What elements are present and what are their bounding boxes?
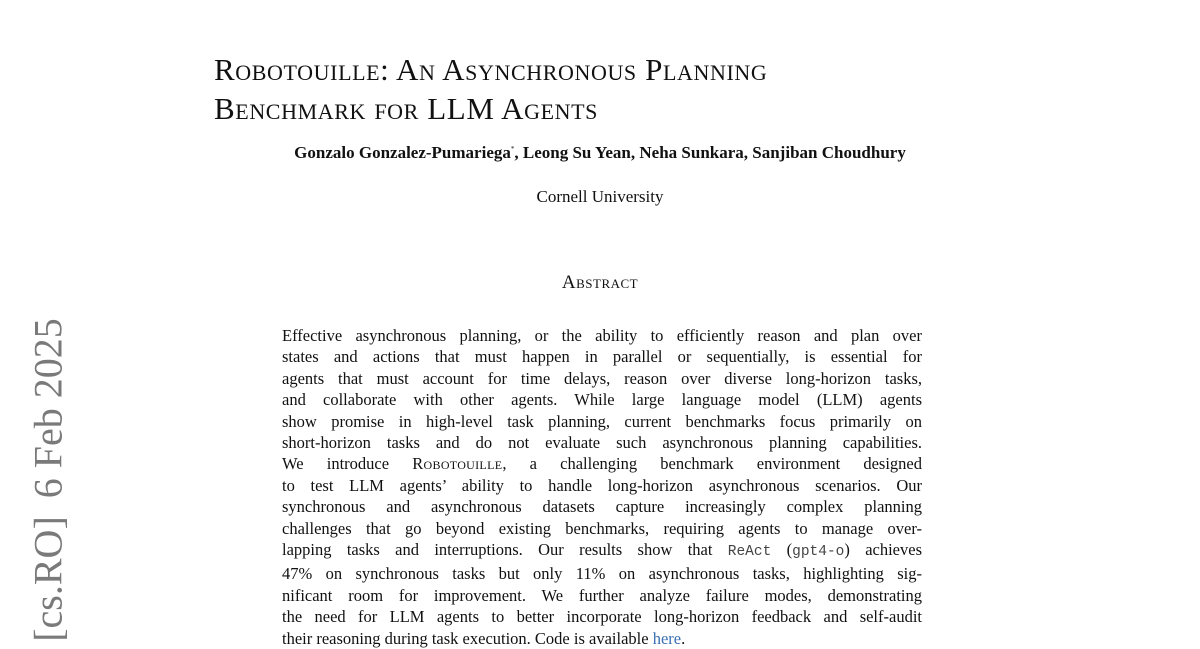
abstract-line: the need for LLM agents to better incorporate long-horizon feedback and self-audit <box>282 607 922 627</box>
abstract-line: to test LLM agents’ ability to handle long-horizon asynchronous scenarios. Our <box>282 475 922 495</box>
abstract-text: their reasoning during task execution. Code is available <box>282 628 653 648</box>
abstract-line: states and actions that must happen in parallel or sequentially, is essential for <box>282 347 922 367</box>
abstract-text: We introduce <box>282 454 413 474</box>
author-list <box>200 143 1000 163</box>
title-line-2: Benchmark for LLM Agents <box>214 91 599 126</box>
first-author: Gonzalo Gonzalez-Pumariega <box>294 143 511 162</box>
abstract-line: nificant room for improvement. We further analyze failure modes, demonstrating <box>282 585 922 605</box>
abstract-line <box>282 628 922 649</box>
abstract-line: 47% on synchronous tasks but only 11% on asynchronous tasks, highlighting sig- <box>282 564 922 584</box>
abstract-line: Effective asynchronous planning, or the ability to efficiently reason and plan over <box>282 326 922 345</box>
arxiv-category: [cs.RO] <box>25 516 71 642</box>
abstract-line: challenges that go beyond existing benchmarks, requiring agents to manage over- <box>282 518 922 538</box>
abstract-heading: Abstract <box>561 272 639 293</box>
abstract-text: , a challenging benchmark environment designed <box>502 454 922 474</box>
method-name: ReAct <box>727 544 772 561</box>
code-link[interactable]: here <box>652 628 682 648</box>
title-line-1: Robotouille: An Asynchronous Planning <box>214 52 768 87</box>
arxiv-date: 6 Feb 2025 <box>25 318 71 499</box>
abstract-line: show promise in high-level task planning, current benchmarks focus primarily on <box>282 411 922 431</box>
abstract-text: . <box>681 628 686 648</box>
abstract-text: ( <box>771 540 793 560</box>
abstract-text: ) achieves <box>844 540 922 560</box>
affiliation: Cornell University <box>536 187 664 206</box>
abstract-line: agents that must account for time delays, reason over diverse long-horizon tasks, <box>282 368 922 388</box>
abstract-line: synchronous and asynchronous datasets capture increasingly complex planning <box>282 497 922 517</box>
arxiv-sidebar-stamp <box>25 318 72 642</box>
abstract-line <box>282 453 922 474</box>
abstract-line: short-horizon tasks and do not evaluate such asynchronous planning capabilities. <box>282 433 922 453</box>
model-name: gpt4-o <box>792 544 845 561</box>
abstract-line: and collaborate with other agents. While large language model (LLM) agents <box>282 390 922 410</box>
abstract-body <box>282 325 922 649</box>
paper-title <box>214 50 974 128</box>
abstract-line <box>282 539 922 563</box>
equal-contribution-mark: * <box>510 145 515 153</box>
benchmark-name: Robotouille <box>412 454 503 474</box>
other-authors: , Leong Su Yean, Neha Sunkara, Sanjiban Choudhury <box>514 143 906 162</box>
abstract-text: lapping tasks and interruptions. Our results show that <box>282 540 728 560</box>
